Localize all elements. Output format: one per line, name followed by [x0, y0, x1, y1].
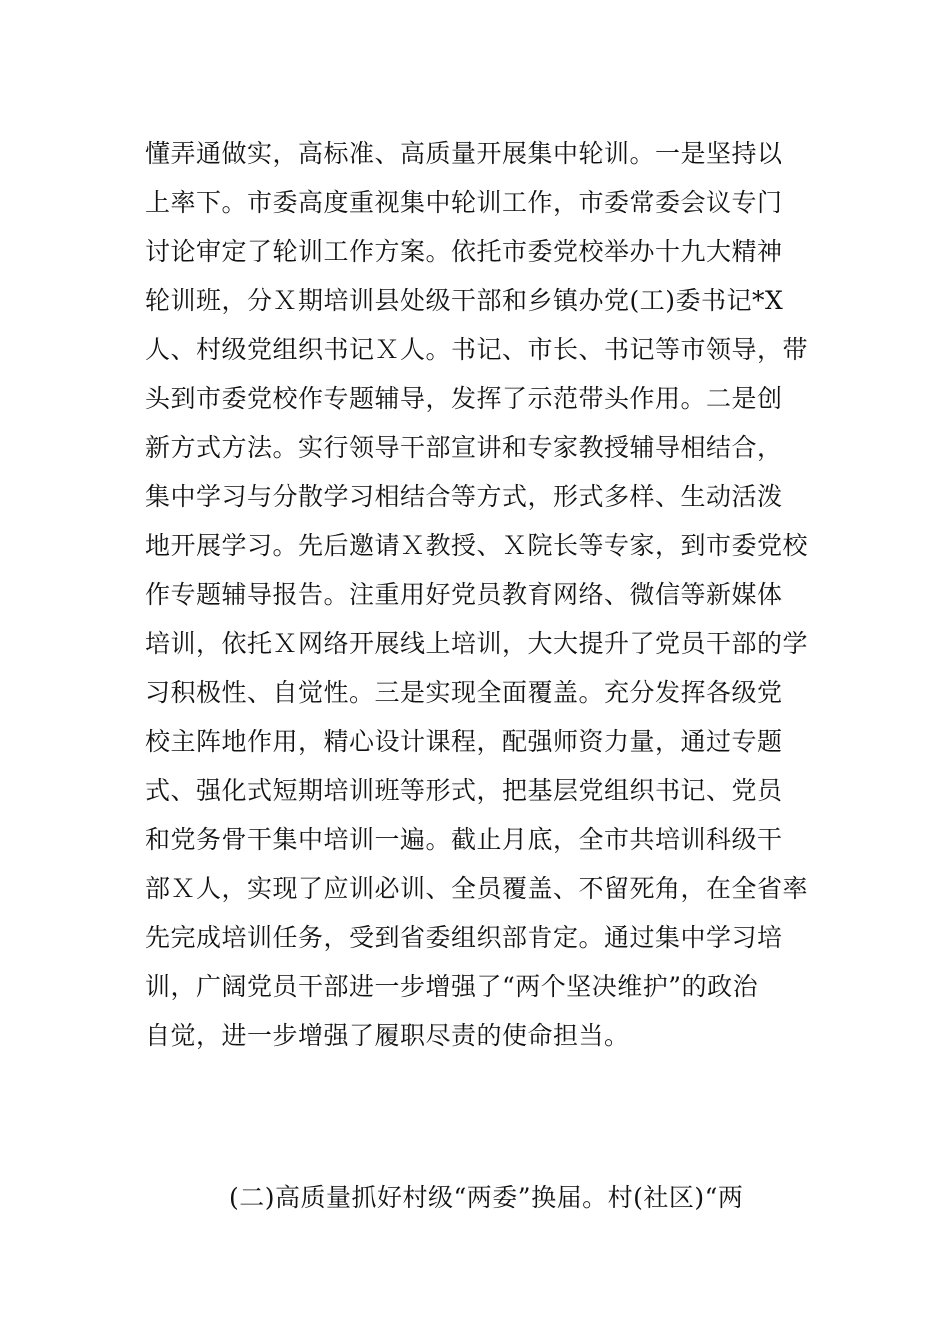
text-line: 部Ｘ人，实现了应训必训、全员覆盖、不留死角，在全省率 — [145, 874, 809, 903]
text-line: 头到市委党校作专题辅导，发挥了示范带头作用。二是创 — [145, 384, 783, 413]
text-line: 讨论审定了轮训工作方案。依托市委党校举办十九大精神 — [145, 237, 783, 266]
text-line: 懂弄通做实，高标准、高质量开展集中轮训。一是坚持以 — [145, 139, 783, 168]
text-line: 人、村级党组织书记Ｘ人。书记、市长、书记等市领导，带 — [145, 335, 809, 364]
text-line: 先完成培训任务，受到省委组织部肯定。通过集中学习培 — [145, 923, 783, 952]
text-line: 地开展学习。先后邀请Ｘ教授、Ｘ院长等专家，到市委党校 — [145, 531, 809, 560]
text-line: 新方式方法。实行领导干部宣讲和专家教授辅导相结合， — [145, 433, 783, 462]
section-heading-line: (二)高质量抓好村级“两委”换届。村(社区)“两 — [229, 1183, 744, 1212]
text-line: 作专题辅导报告。注重用好党员教育网络、微信等新媒体 — [145, 580, 783, 609]
text-line: 和党务骨干集中培训一遍。截止月底，全市共培训科级干 — [145, 825, 783, 854]
text-line: 式、强化式短期培训班等形式，把基层党组织书记、党员 — [145, 776, 783, 805]
text-line: 校主阵地作用，精心设计课程，配强师资力量，通过专题 — [145, 727, 783, 756]
text-line: 集中学习与分散学习相结合等方式，形式多样、生动活泼 — [145, 482, 783, 511]
section-heading-paragraph — [145, 1173, 815, 1222]
text-line: 培训，依托Ｘ网络开展线上培训，大大提升了党员干部的学 — [145, 629, 809, 658]
text-line: 上率下。市委高度重视集中轮训工作，市委常委会议专门 — [145, 188, 783, 217]
text-line: 训，广阔党员干部进一步增强了“两个坚决维护”的政治 — [145, 972, 759, 1001]
body-paragraph — [145, 129, 815, 1060]
text-line: 习积极性、自觉性。三是实现全面覆盖。充分发挥各级党 — [145, 678, 783, 707]
text-line: 轮训班，分Ｘ期培训县处级干部和乡镇办党(工)委书记*X — [145, 286, 784, 315]
text-line: 自觉，进一步增强了履职尽责的使命担当。 — [145, 1021, 630, 1050]
